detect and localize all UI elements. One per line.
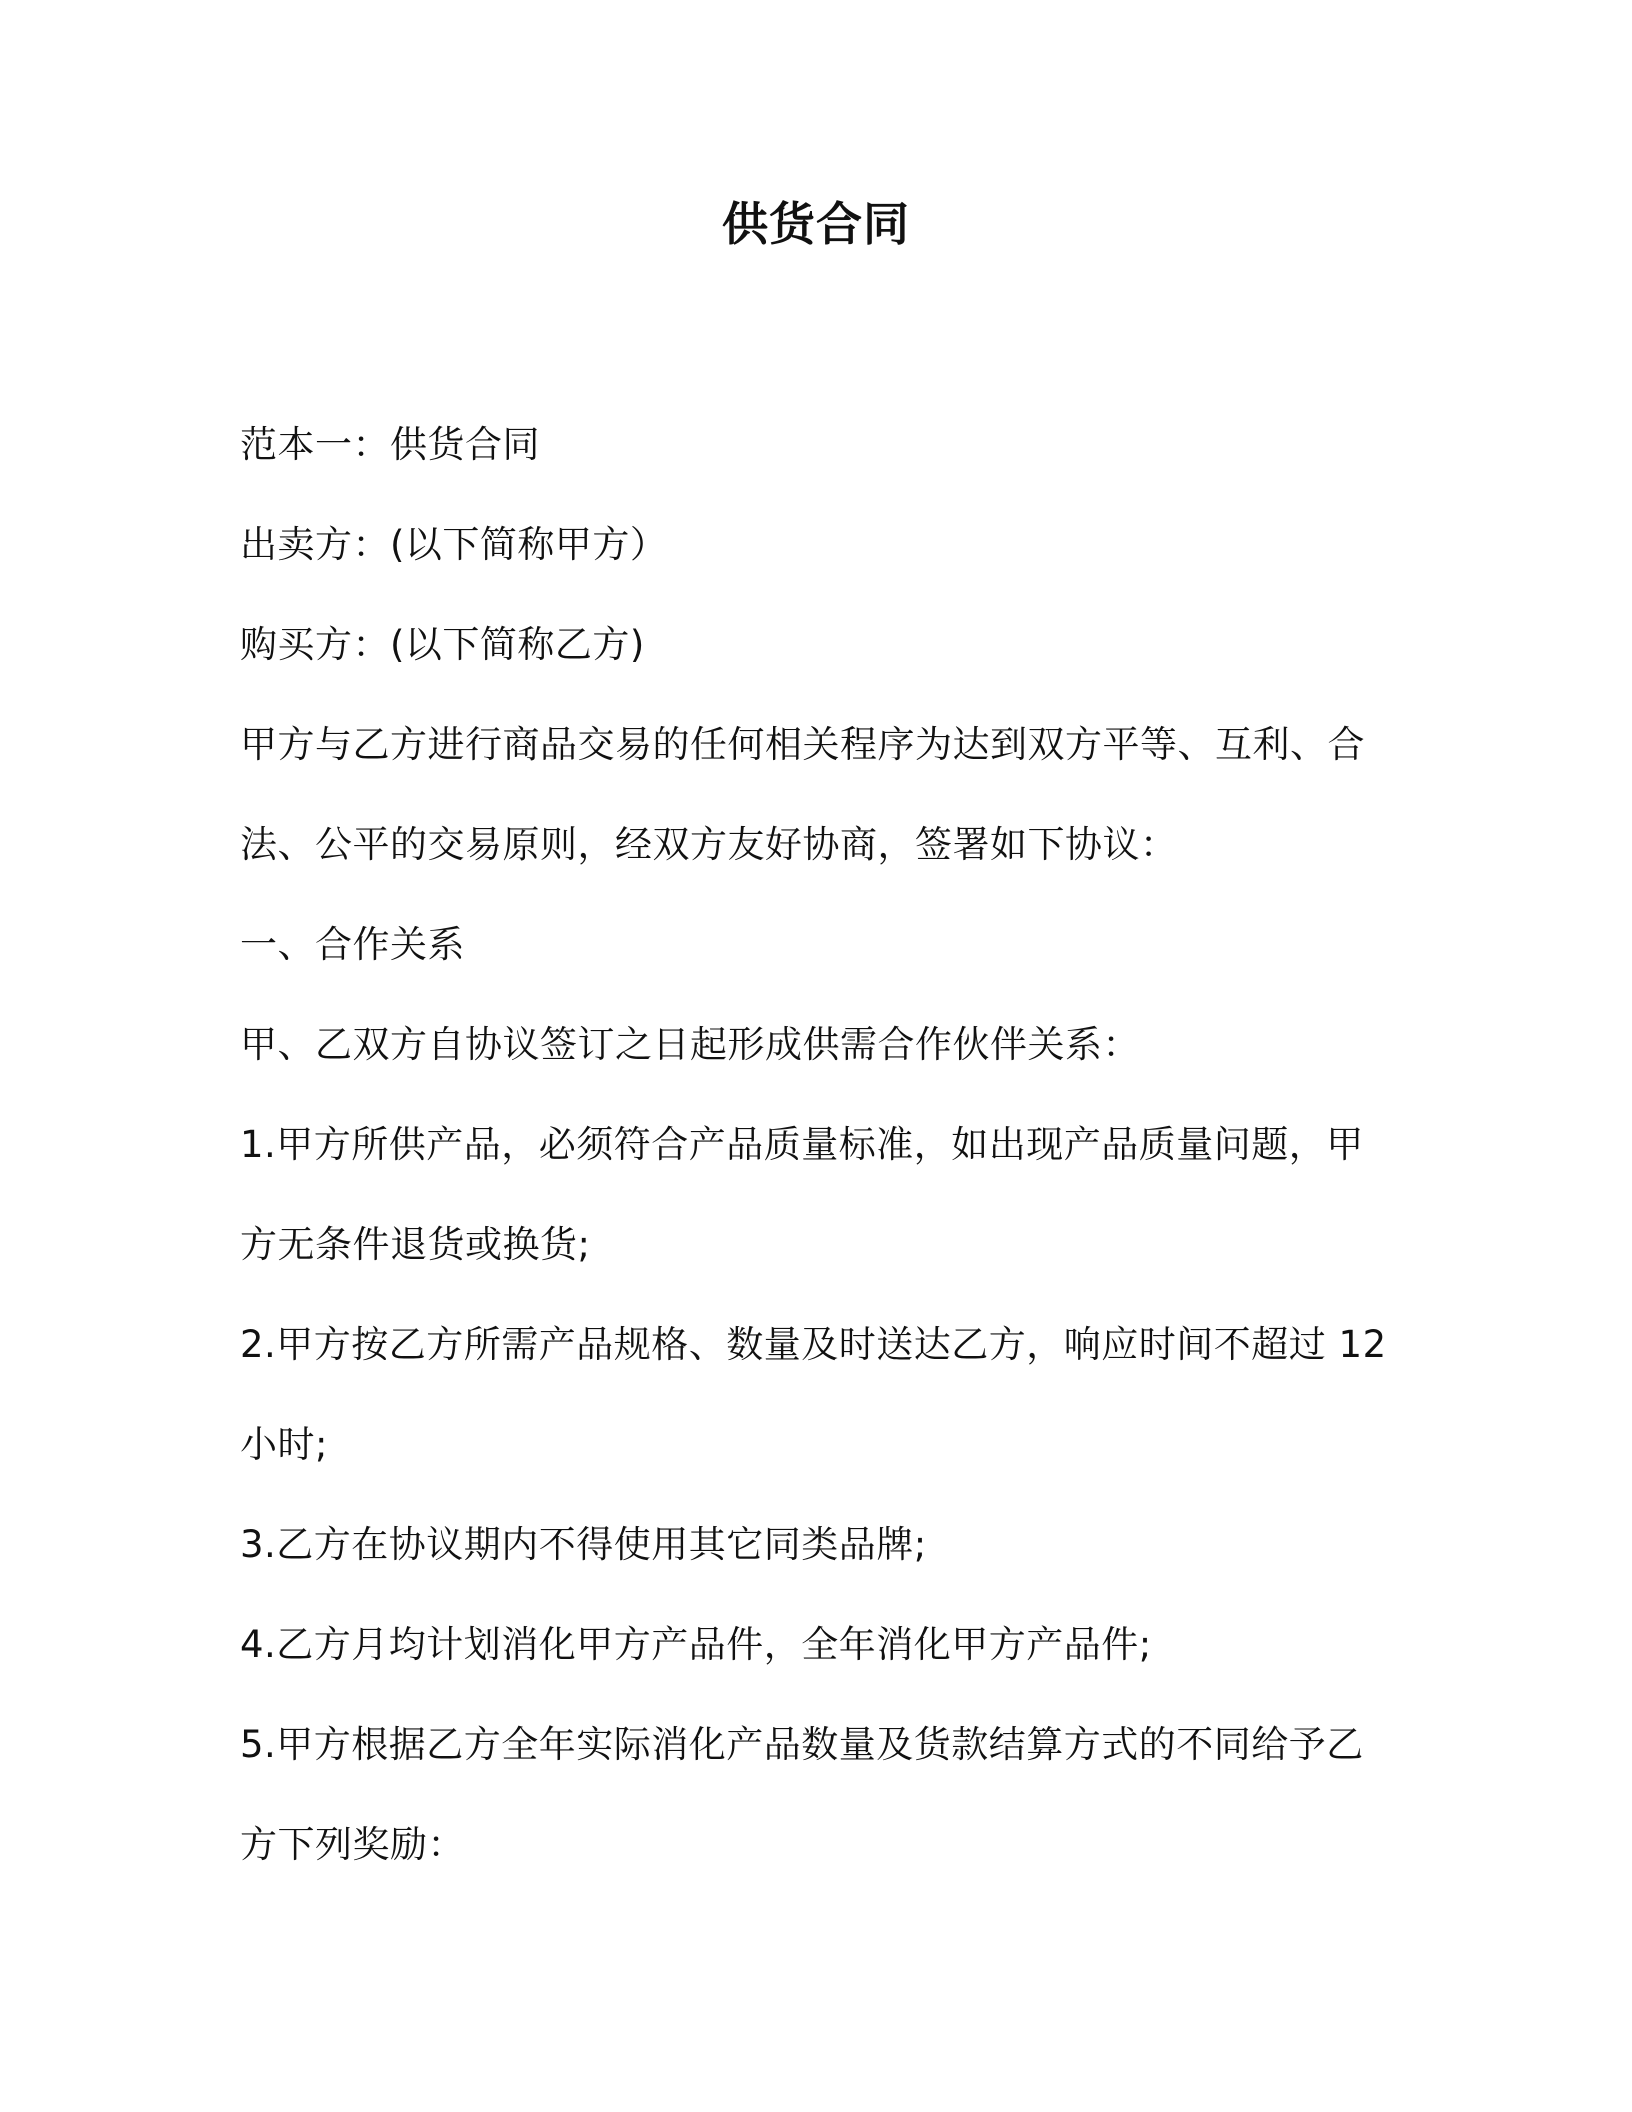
section-heading-cooperation: 一、合作关系 xyxy=(240,923,465,966)
clause-4: 4.乙方月均计划消化甲方产品件，全年消化甲方产品件; xyxy=(240,1623,1152,1666)
clause-3: 3.乙方在协议期内不得使用其它同类品牌; xyxy=(240,1523,927,1566)
clause-2-line-2: 小时; xyxy=(240,1423,328,1466)
clause-2-line-1: 2.甲方按乙方所需产品规格、数量及时送达乙方，响应时间不超过 12 xyxy=(240,1323,1387,1366)
clause-5-line-2: 方下列奖励： xyxy=(240,1823,465,1866)
preamble-line-1: 甲方与乙方进行商品交易的任何相关程序为达到双方平等、互利、合 xyxy=(240,723,1365,766)
clause-1-line-2: 方无条件退货或换货; xyxy=(240,1223,591,1266)
clause-1-line-1: 1.甲方所供产品，必须符合产品质量标准，如出现产品质量问题，甲 xyxy=(240,1123,1364,1166)
buyer-line: 购买方：(以下简称乙方) xyxy=(240,623,645,666)
clause-5-line-1: 5.甲方根据乙方全年实际消化产品数量及货款结算方式的不同给予乙 xyxy=(240,1723,1364,1766)
preamble-line-2: 法、公平的交易原则，经双方友好协商，签署如下协议： xyxy=(240,823,1178,866)
seller-line: 出卖方：(以下简称甲方） xyxy=(240,523,668,566)
document-title: 供货合同 xyxy=(722,197,910,251)
cooperation-intro: 甲、乙双方自协议签订之日起形成供需合作伙伴关系： xyxy=(240,1023,1140,1066)
template-heading: 范本一：供货合同 xyxy=(240,423,540,466)
